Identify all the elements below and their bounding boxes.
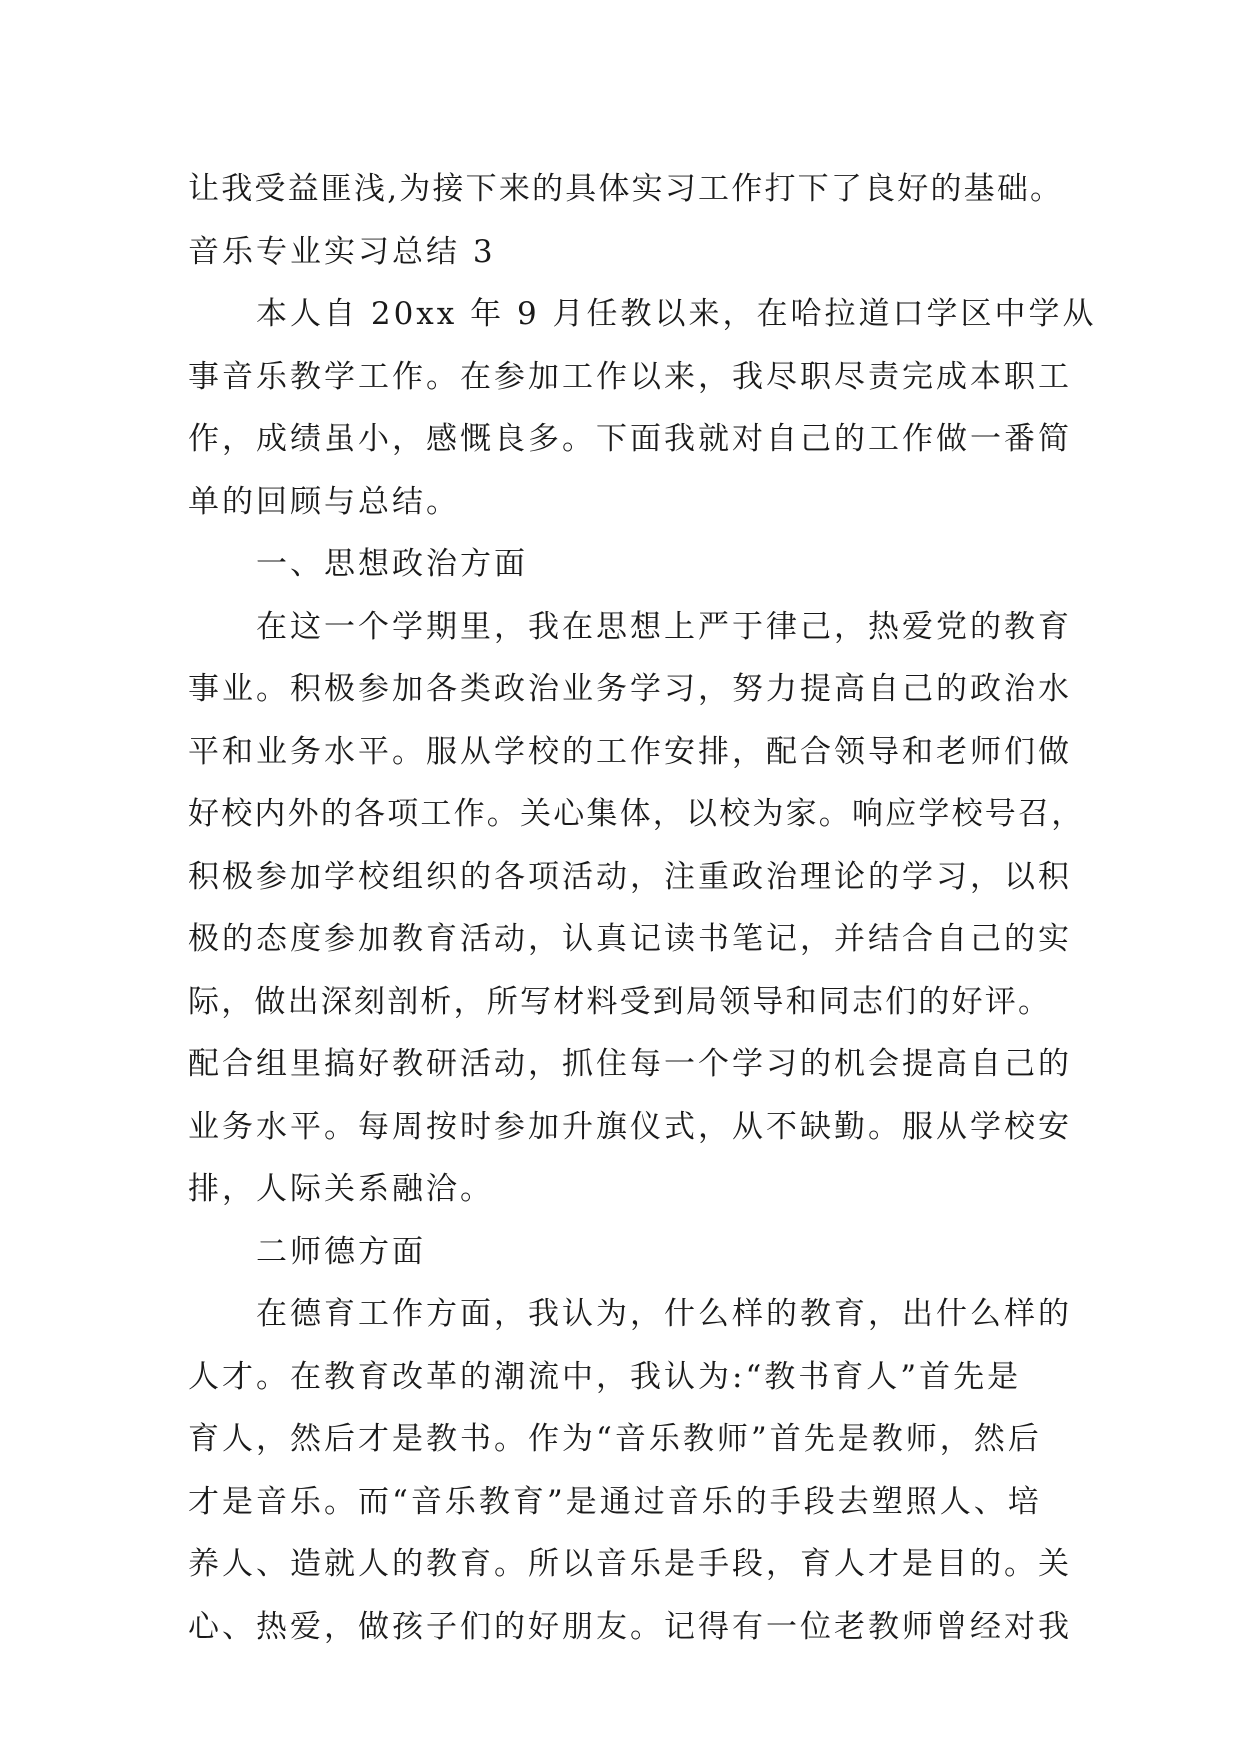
text-line: 在德育工作方面，我认为，什么样的教育，出什么样的 <box>188 1296 1072 1332</box>
text-line: 人才。在教育改革的潮流中，我认为:“教书育人”首先是 <box>188 1358 1022 1395</box>
text-line: 际，做出深刻剖析，所写材料受到局领导和同志们的好评。 <box>188 983 1052 1020</box>
text-line: 养人、造就人的教育。所以音乐是手段，育人才是目的。关 <box>188 1546 1072 1582</box>
text-line: 单的回顾与总结。 <box>188 483 460 520</box>
text-line: 积极参加学校组织的各项活动，注重政治理论的学习，以积 <box>188 858 1072 895</box>
subheading: 一、思想政治方面 <box>188 546 528 582</box>
text-line: 让我受益匪浅,为接下来的具体实习工作打下了良好的基础。 <box>188 171 1064 207</box>
text-line: 配合组里搞好教研活动，抓住每一个学习的机会提高自己的 <box>188 1046 1072 1082</box>
text-line: 好校内外的各项工作。关心集体，以校为家。响应学校号召， <box>188 796 1085 832</box>
text-line: 极的态度参加教育活动，认真记读书笔记，并结合自己的实 <box>188 921 1072 957</box>
text-line: 平和业务水平。服从学校的工作安排，配合领导和老师们做 <box>188 733 1072 770</box>
text-line: 作，成绩虽小，感慨良多。下面我就对自己的工作做一番简 <box>188 421 1072 457</box>
text-line: 事业。积极参加各类政治业务学习，努力提高自己的政治水 <box>188 671 1072 707</box>
text-line: 在这一个学期里，我在思想上严于律己，热爱党的教育 <box>188 608 1072 645</box>
text-line: 本人自 20xx 年 9 月任教以来，在哈拉道口学区中学从 <box>188 296 1097 332</box>
section-heading: 音乐专业实习总结 3 <box>188 233 496 270</box>
text-line: 业务水平。每周按时参加升旗仪式，从不缺勤。服从学校安 <box>188 1108 1072 1145</box>
text-line: 育人，然后才是教书。作为“音乐教师”首先是教师，然后 <box>188 1421 1042 1457</box>
text-line: 事音乐教学工作。在参加工作以来，我尽职尽责完成本职工 <box>188 358 1072 395</box>
text-line: 排，人际关系融洽。 <box>188 1171 494 1207</box>
text-line: 才是音乐。而“音乐教育”是通过音乐的手段去塑照人、培 <box>188 1483 1042 1520</box>
document-body <box>188 158 1097 1658</box>
text-line: 心、热爱，做孩子们的好朋友。记得有一位老教师曾经对我 <box>188 1608 1072 1645</box>
subheading: 二师德方面 <box>188 1233 426 1270</box>
